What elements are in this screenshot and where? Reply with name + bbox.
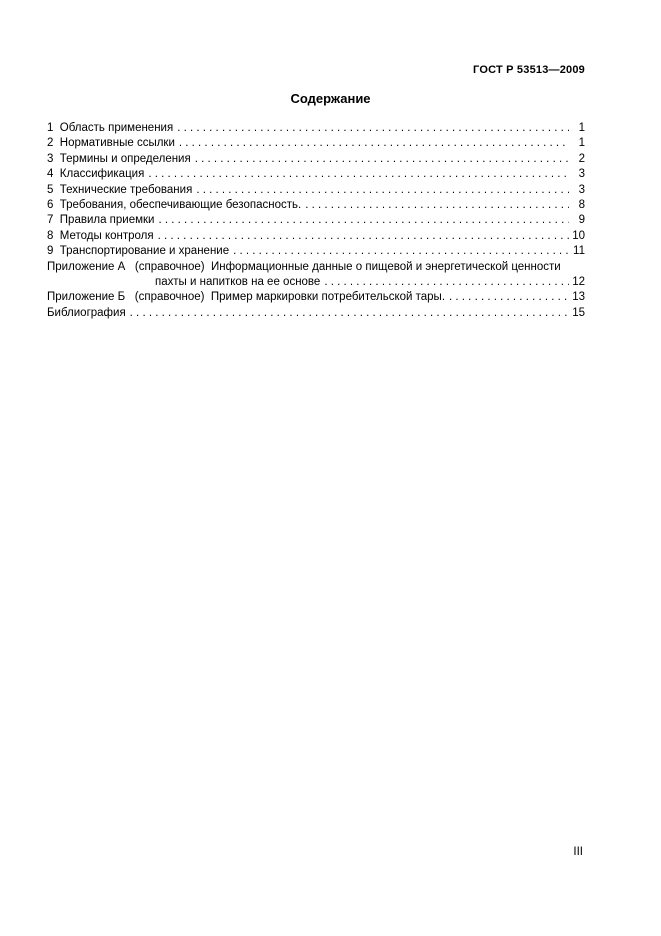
toc-page-number: 12 [572,276,585,289]
toc-entry-label: Приложение А (справочное) Информационные данные о пищевой и энергетической ценности [47,260,561,273]
toc-page-number: 1 [578,122,585,134]
toc-entry-label: 6 Требования, обеспечивающие безопасность. [47,199,302,212]
folio-page-number: III [573,846,583,858]
toc-page-number: 11 [573,245,585,258]
toc-entry-label: 8 Методы контроля [47,229,154,242]
toc-entry-label: Библиография [47,306,126,319]
table-of-contents [47,121,585,321]
dot-leader [305,198,569,213]
toc-page-number: 15 [572,306,585,319]
toc-page-number: 8 [578,199,585,212]
toc-page-number: 10 [572,229,585,242]
toc-page-number: 3 [578,183,585,196]
toc-entry [47,136,585,151]
toc-entry [47,213,585,228]
dot-leader [233,244,569,259]
toc-entry [47,198,585,213]
toc-entry [47,306,585,321]
page-title: Содержание [290,91,371,106]
toc-entry [47,167,585,182]
toc-entry-label: 4 Классификация [47,168,145,181]
toc-entry [47,290,585,305]
toc-entry [47,244,585,259]
dot-leader [196,183,569,198]
toc-page-number: 3 [578,168,585,181]
dot-leader [148,167,569,182]
dot-leader [158,213,569,228]
toc-entry-label: 7 Правила приемки [47,214,155,227]
toc-page-number: 13 [572,291,585,304]
toc-entry-label: 1 Область применения [47,122,174,134]
toc-entry [47,121,585,136]
dot-leader [177,121,569,136]
dot-leader [449,290,569,305]
dot-leader [324,275,569,290]
toc-entry-label: 5 Технические требования [47,183,193,196]
toc-entry-label: 2 Нормативные ссылки [47,137,175,150]
toc-entry [47,152,585,167]
toc-page-number: 1 [578,137,585,150]
toc-entry-label: Приложение Б (справочное) Пример маркировки потребительской тары. [47,291,446,304]
document-code: ГОСТ Р 53513—2009 [473,64,585,76]
dot-leader [130,306,569,321]
toc-entry-label: 3 Термины и определения [47,152,191,165]
toc-entry [47,229,585,244]
toc-page-number: 9 [578,214,585,227]
toc-entry-label: пахты и напитков на ее основе [155,276,321,289]
toc-page-number: 2 [578,152,585,165]
toc-entry [47,183,585,198]
toc-entry [47,275,585,290]
dot-leader [195,152,569,167]
dot-leader [179,136,569,151]
toc-entry-label: 9 Транспортирование и хранение [47,245,230,258]
toc-entry [47,260,585,275]
dot-leader [158,229,569,244]
